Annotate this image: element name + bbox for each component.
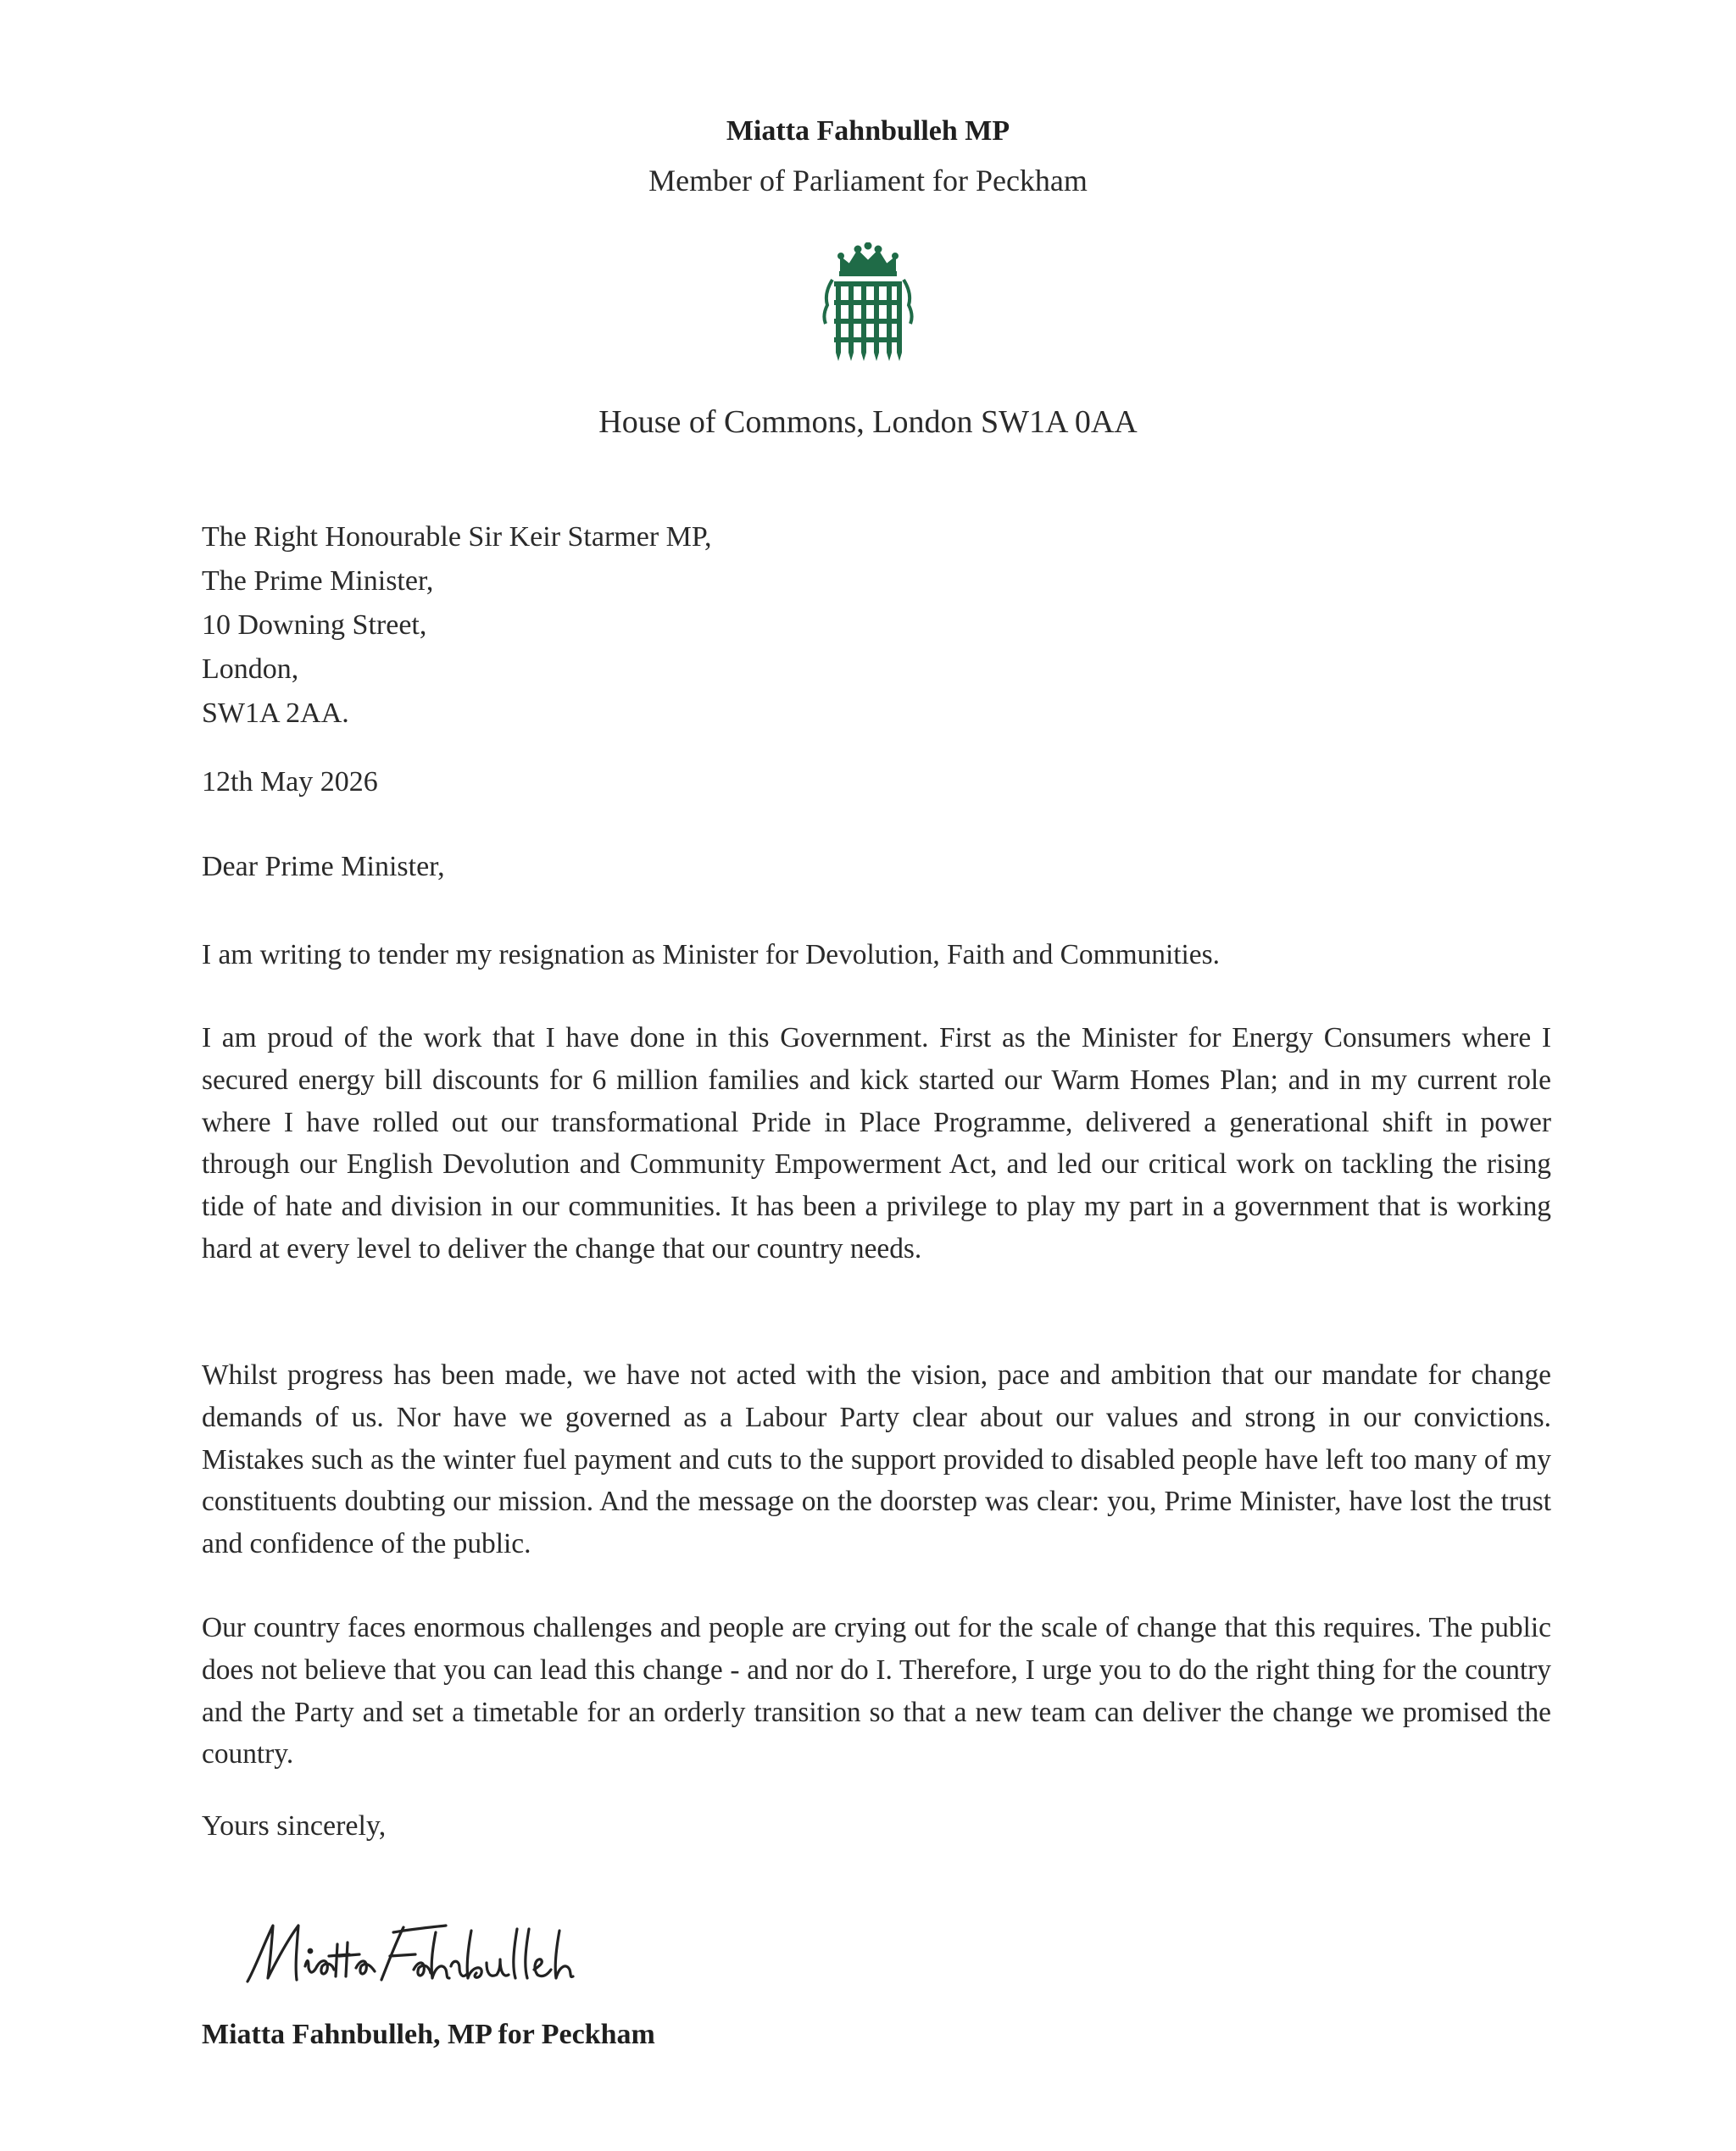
- handwritten-signature: [237, 1907, 576, 2000]
- recipient-address: [202, 515, 712, 736]
- recipient-line: The Prime Minister,: [202, 565, 434, 597]
- body-paragraph: I am writing to tender my resignation as Minister for Devolution, Faith and Communities.: [202, 939, 1220, 970]
- letterhead-address: House of Commons, London SW1A 0AA: [598, 404, 1138, 440]
- recipient-line: 10 Downing Street,: [202, 609, 427, 641]
- body-paragraph: Whilst progress has been made, we have not acted with the vision, pace and ambition that our mandate for change demands of us. Nor have we governed as a Labour Party clear about our values and strong in our convictions. Mistakes such as the winter fuel payment and cuts to the support provided to disabled people have left too many of my constituents doubting our mission. And the message on the doorstep was clear: you, Prime Minister, have lost the trust and confidence of the public.: [202, 1359, 1551, 1560]
- portcullis-icon: [815, 242, 921, 363]
- body-paragraph: Our country faces enormous challenges and people are crying out for the scale of change that this requires. The public does not believe that you can lead this change - and nor do I. Therefore, I urge you to do the right thing for the country and the Party and set a timetable for an orderly transition so that a new team can deliver the change we promised the country.: [202, 1612, 1551, 1770]
- signatory-name: Miatta Fahnbulleh, MP for Peckham: [202, 2019, 655, 2050]
- closing: Yours sincerely,: [202, 1810, 387, 1842]
- recipient-line: The Right Honourable Sir Keir Starmer MP,: [202, 521, 712, 553]
- letterhead-role: Member of Parliament for Peckham: [648, 164, 1088, 197]
- salutation: Dear Prime Minister,: [202, 851, 445, 882]
- recipient-line: London,: [202, 653, 299, 685]
- letterhead-name: Miatta Fahnbulleh MP: [726, 115, 1010, 147]
- recipient-line: SW1A 2AA.: [202, 698, 349, 729]
- letter-date: 12th May 2026: [202, 766, 378, 798]
- body-paragraph: I am proud of the work that I have done in this Government. First as the Minister for Energy Consumers where I secured energy bill discounts for 6 million families and kick started our Warm Homes Plan; and in my current role where I have rolled out our transformational Pride in Place Programme, delivered a generational shift in power through our English Devolution and Community Empowerment Act, and led our critical work on tackling the rising tide of hate and division in our communities. It has been a privilege to play my part in a government that is working hard at every level to deliver the change that our country needs.: [202, 1022, 1551, 1264]
